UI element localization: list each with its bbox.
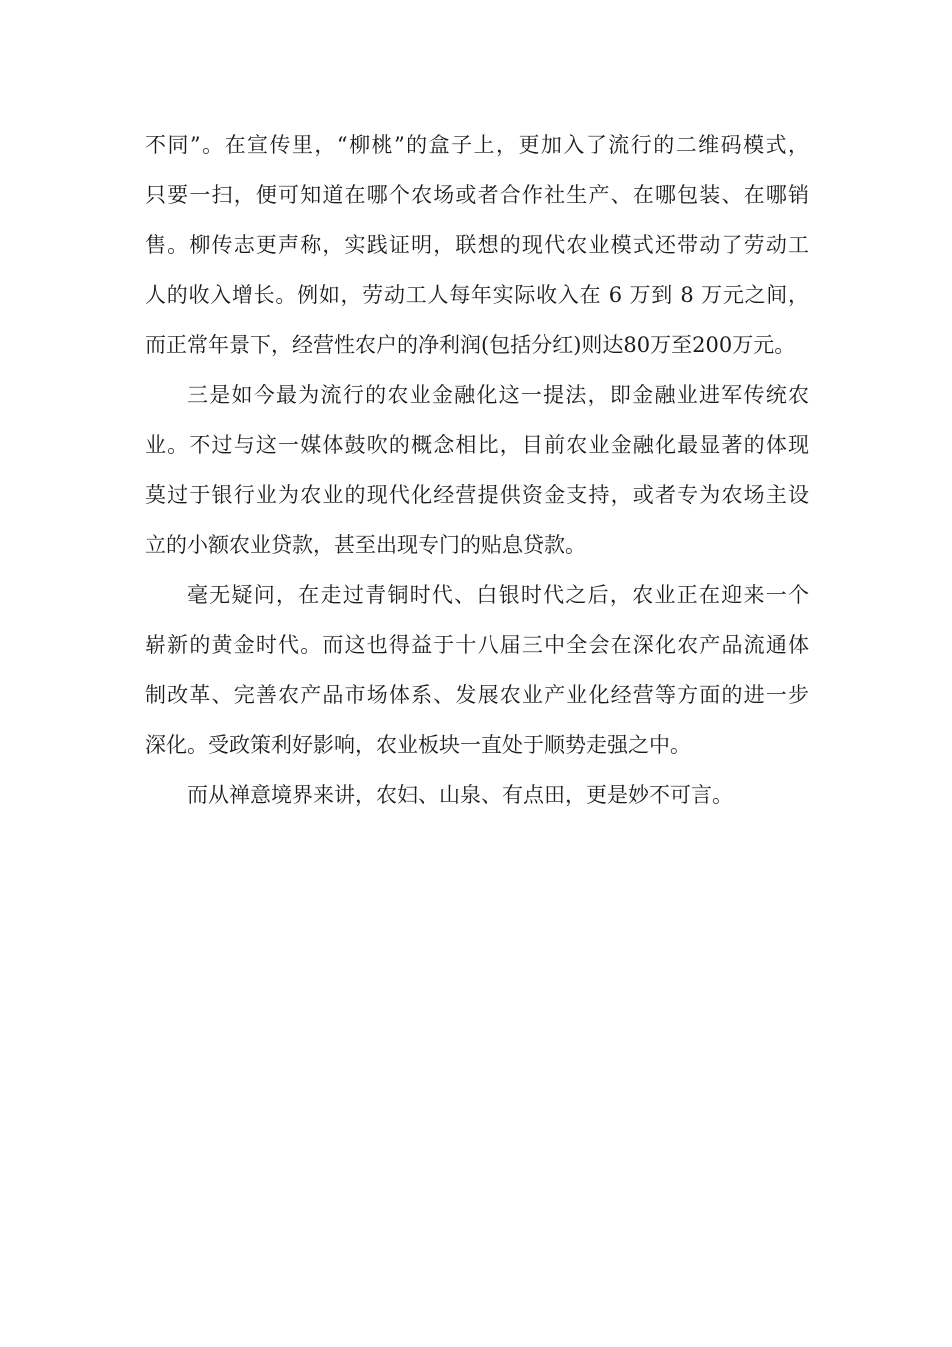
text-line: 而从禅意境界来讲，农妇、山泉、有点田，更是妙不可言。	[187, 783, 733, 807]
paragraph-2	[145, 370, 809, 570]
text-line: 人的收入增长。例如，劳动工人每年实际收入在 6 万到 8 万元之间，	[145, 283, 809, 307]
paragraph-4	[145, 770, 809, 820]
text-line: 莫过于银行业为农业的现代化经营提供资金支持，或者专为农场主设	[145, 483, 809, 507]
text-line: 只要一扫，便可知道在哪个农场或者合作社生产、在哪包装、在哪销	[145, 183, 809, 207]
paragraph-3	[145, 570, 809, 770]
text-line: 业。不过与这一媒体鼓吹的概念相比，目前农业金融化最显著的体现	[145, 433, 809, 457]
text-line: 制改革、完善农产品市场体系、发展农业产业化经营等方面的进一步	[145, 683, 809, 707]
text-line: 三是如今最为流行的农业金融化这一提法，即金融业进军传统农	[187, 383, 809, 407]
text-line: 毫无疑问，在走过青铜时代、白银时代之后，农业正在迎来一个	[187, 583, 809, 607]
text-line: 崭新的黄金时代。而这也得益于十八届三中全会在深化农产品流通体	[145, 633, 809, 657]
text-line: 售。柳传志更声称，实践证明，联想的现代农业模式还带动了劳动工	[145, 233, 809, 257]
text-line: 立的小额农业贷款，甚至出现专门的贴息贷款。	[145, 533, 586, 557]
text-line: 而正常年景下，经营性农户的净利润(包括分红)则达80万至200万元。	[145, 333, 796, 357]
body-text	[145, 120, 809, 820]
text-line: 不同”。在宣传里，“柳桃”的盒子上，更加入了流行的二维码模式，	[145, 133, 809, 157]
paragraph-1	[145, 120, 809, 370]
text-line: 深化。受政策利好影响，农业板块一直处于顺势走强之中。	[145, 733, 691, 757]
